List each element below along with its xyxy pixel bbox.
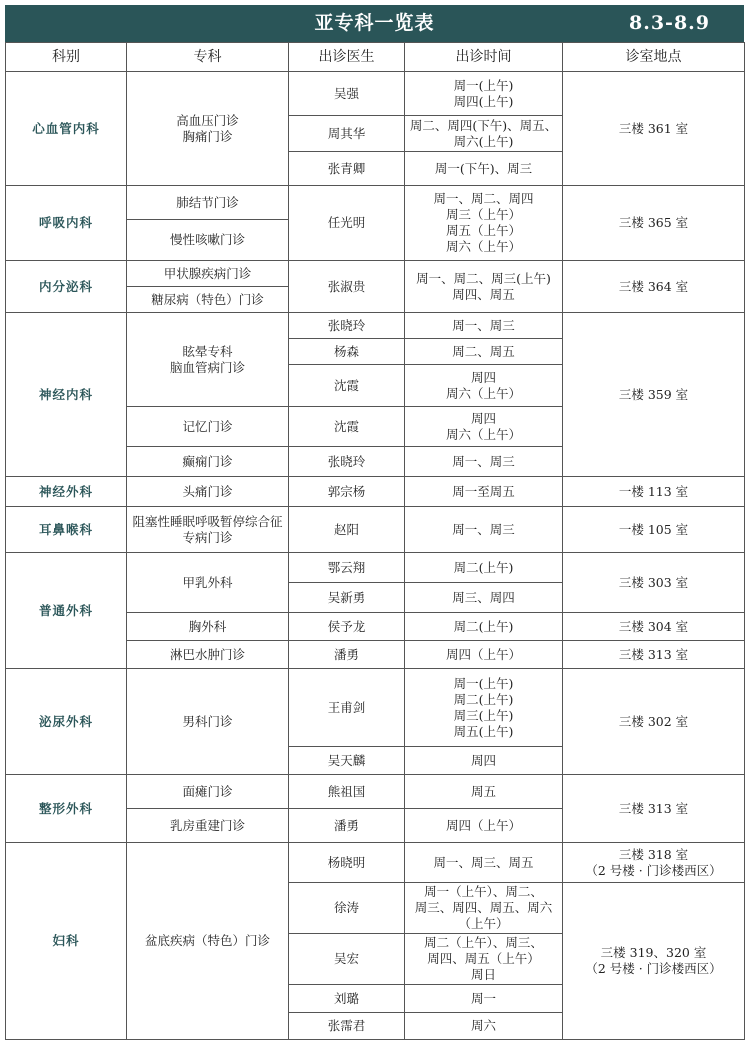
specialty-cell: 癫痫门诊 — [127, 447, 289, 477]
time-cell: 周一（上午）、周二、 周三、周四、周五、周六 （上午） — [405, 883, 563, 934]
specialty-cell: 甲状腺疾病门诊 — [127, 261, 289, 287]
time-cell: 周二(上午) — [405, 613, 563, 641]
department-cell: 整形外科 — [6, 775, 127, 843]
doctor-cell: 周其华 — [289, 116, 405, 152]
specialty-cell: 高血压门诊 胸痛门诊 — [127, 72, 289, 186]
doctor-cell: 徐涛 — [289, 883, 405, 934]
department-cell: 神经外科 — [6, 477, 127, 507]
schedule-table — [5, 42, 745, 1040]
specialty-cell: 乳房重建门诊 — [127, 809, 289, 843]
doctor-cell: 熊祖国 — [289, 775, 405, 809]
doctor-cell: 张晓玲 — [289, 447, 405, 477]
time-cell: 周一、周三、周五 — [405, 843, 563, 883]
table-row — [6, 775, 745, 809]
specialty-cell: 淋巴水肿门诊 — [127, 641, 289, 669]
doctor-cell: 沈霞 — [289, 365, 405, 407]
time-cell: 周二（上午）、周三、 周四、周五（上午） 周日 — [405, 934, 563, 985]
time-cell: 周二(上午) — [405, 553, 563, 583]
department-cell: 普通外科 — [6, 553, 127, 669]
doctor-cell: 赵阳 — [289, 507, 405, 553]
doctor-cell: 潘勇 — [289, 809, 405, 843]
table-row — [6, 72, 745, 116]
room-cell: 三楼 364 室 — [563, 261, 745, 313]
column-header-time: 出诊时间 — [405, 43, 563, 72]
time-cell: 周一(下午)、周三 — [405, 152, 563, 186]
doctor-cell: 张晓玲 — [289, 313, 405, 339]
time-cell: 周一(上午) 周二(上午) 周三(上午) 周五(上午) — [405, 669, 563, 747]
time-cell: 周一(上午) 周四(上午) — [405, 72, 563, 116]
room-cell: 三楼 318 室 （2 号楼 · 门诊楼西区） — [563, 843, 745, 883]
doctor-cell: 潘勇 — [289, 641, 405, 669]
time-cell: 周二、周五 — [405, 339, 563, 365]
specialty-cell: 糖尿病（特色）门诊 — [127, 287, 289, 313]
specialty-cell: 甲乳外科 — [127, 553, 289, 613]
time-cell: 周一、周二、周三(上午) 周四、周五 — [405, 261, 563, 313]
department-cell: 神经内科 — [6, 313, 127, 477]
specialty-cell: 阻塞性睡眠呼吸暂停综合征 专病门诊 — [127, 507, 289, 553]
time-cell: 周三、周四 — [405, 583, 563, 613]
department-cell: 妇科 — [6, 843, 127, 1040]
doctor-cell: 吴天麟 — [289, 747, 405, 775]
doctor-cell: 鄂云翔 — [289, 553, 405, 583]
doctor-cell: 杨晓明 — [289, 843, 405, 883]
doctor-cell: 王甫剑 — [289, 669, 405, 747]
doctor-cell: 吴宏 — [289, 934, 405, 985]
department-cell: 泌尿外科 — [6, 669, 127, 775]
specialty-cell: 慢性咳嗽门诊 — [127, 220, 289, 261]
room-cell: 三楼 319、320 室 （2 号楼 · 门诊楼西区） — [563, 883, 745, 1040]
time-cell: 周五 — [405, 775, 563, 809]
specialty-cell: 头痛门诊 — [127, 477, 289, 507]
doctor-cell: 郭宗杨 — [289, 477, 405, 507]
doctor-cell: 吴新勇 — [289, 583, 405, 613]
table-row — [6, 261, 745, 287]
department-cell: 内分泌科 — [6, 261, 127, 313]
table-row — [6, 669, 745, 747]
department-cell: 呼吸内科 — [6, 186, 127, 261]
room-cell: 三楼 313 室 — [563, 775, 745, 843]
time-cell: 周一、周三 — [405, 313, 563, 339]
specialty-cell: 男科门诊 — [127, 669, 289, 775]
table-row — [6, 313, 745, 339]
room-cell: 一楼 113 室 — [563, 477, 745, 507]
table-row — [6, 507, 745, 553]
room-cell: 三楼 361 室 — [563, 72, 745, 186]
doctor-cell: 沈霞 — [289, 407, 405, 447]
table-row — [6, 477, 745, 507]
doctor-cell: 张淑贵 — [289, 261, 405, 313]
doctor-cell: 杨森 — [289, 339, 405, 365]
column-header-specialty: 专科 — [127, 43, 289, 72]
specialty-cell: 记忆门诊 — [127, 407, 289, 447]
table-row — [6, 186, 745, 220]
room-cell: 三楼 304 室 — [563, 613, 745, 641]
room-cell: 三楼 303 室 — [563, 553, 745, 613]
specialty-cell: 面瘫门诊 — [127, 775, 289, 809]
room-cell: 三楼 359 室 — [563, 313, 745, 477]
doctor-cell: 张霈君 — [289, 1013, 405, 1040]
column-header-department: 科别 — [6, 43, 127, 72]
column-header-doctor: 出诊医生 — [289, 43, 405, 72]
doctor-cell: 侯予龙 — [289, 613, 405, 641]
specialty-cell: 眩晕专科 脑血管病门诊 — [127, 313, 289, 407]
department-cell: 耳鼻喉科 — [6, 507, 127, 553]
doctor-cell: 任光明 — [289, 186, 405, 261]
specialty-cell: 盆底疾病（特色）门诊 — [127, 843, 289, 1040]
time-cell: 周四 周六（上午） — [405, 407, 563, 447]
time-cell: 周四 周六（上午） — [405, 365, 563, 407]
time-cell: 周六 — [405, 1013, 563, 1040]
table-row — [6, 553, 745, 583]
table-row — [6, 843, 745, 883]
table-header-row — [6, 43, 745, 72]
time-cell: 周四 — [405, 747, 563, 775]
page-title: 亚专科一览表 — [314, 12, 435, 34]
room-cell: 三楼 302 室 — [563, 669, 745, 775]
time-cell: 周一至周五 — [405, 477, 563, 507]
specialty-cell: 胸外科 — [127, 613, 289, 641]
time-cell: 周二、周四(下午)、周五、 周六(上午) — [405, 116, 563, 152]
time-cell: 周一、周三 — [405, 507, 563, 553]
time-cell: 周一、周二、周四 周三（上午） 周五（上午） 周六（上午） — [405, 186, 563, 261]
time-cell: 周四（上午） — [405, 641, 563, 669]
date-range: 8.3-8.9 — [629, 12, 710, 34]
specialty-cell: 肺结节门诊 — [127, 186, 289, 220]
doctor-cell: 吴强 — [289, 72, 405, 116]
time-cell: 周一、周三 — [405, 447, 563, 477]
doctor-cell: 张青卿 — [289, 152, 405, 186]
room-cell: 三楼 365 室 — [563, 186, 745, 261]
room-cell: 三楼 313 室 — [563, 641, 745, 669]
room-cell: 一楼 105 室 — [563, 507, 745, 553]
time-cell: 周四（上午） — [405, 809, 563, 843]
column-header-room: 诊室地点 — [563, 43, 745, 72]
time-cell: 周一 — [405, 985, 563, 1013]
title-bar — [5, 5, 744, 42]
doctor-cell: 刘璐 — [289, 985, 405, 1013]
department-cell: 心血管内科 — [6, 72, 127, 186]
